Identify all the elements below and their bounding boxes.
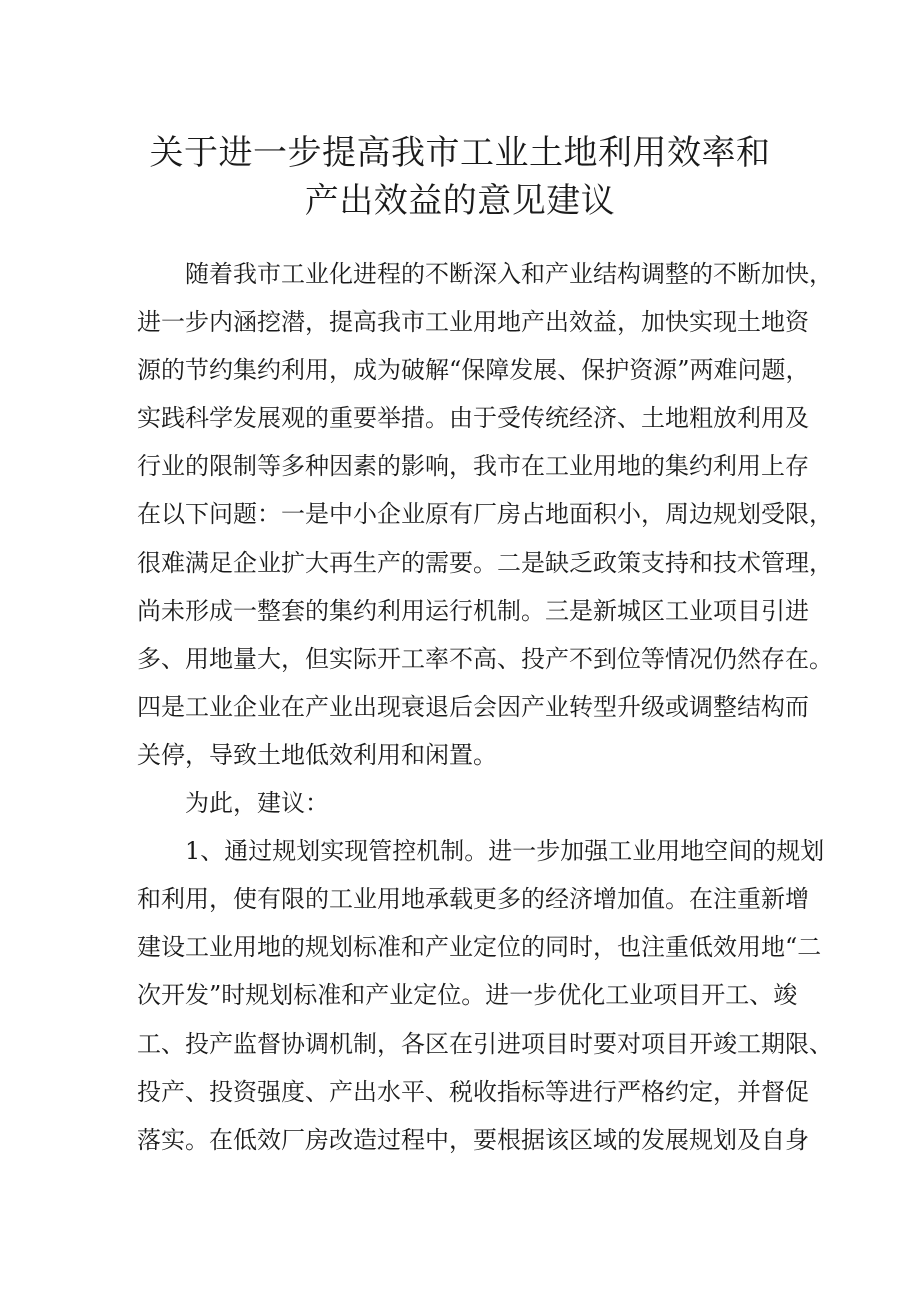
body-line: 多、用地量大，但实际开工率不高、投产不到位等情况仍然存在。 (137, 644, 833, 673)
body-line: 次开发”时规划标准和产业定位。进一步优化工业项目开工、竣 (137, 981, 798, 1010)
body-line: 实践科学发展观的重要举措。由于受传统经济、土地粗放利用及 (137, 404, 809, 433)
body-line: 尚未形成一整套的集约利用运行机制。三是新城区工业项目引进 (137, 596, 809, 625)
body-line: 随着我市工业化进程的不断深入和产业结构调整的不断加快， (185, 260, 833, 288)
body-line: 行业的限制等多种因素的影响，我市在工业用地的集约利用上存 (137, 452, 809, 481)
title-line: 产出效益的意见建议 (304, 180, 616, 221)
document-title (0, 129, 920, 225)
body-line: 和利用，使有限的工业用地承载更多的经济增加值。在注重新增 (137, 885, 809, 914)
body-line: 工、投产监督协调机制，各区在引进项目时要对项目开竣工期限、 (137, 1029, 833, 1058)
body-line: 很难满足企业扩大再生产的需要。二是缺乏政策支持和技术管理， (137, 548, 833, 577)
body-line: 进一步内涵挖潜，提高我市工业用地产出效益，加快实现土地资 (137, 308, 809, 337)
body-line: 在以下问题：一是中小企业原有厂房占地面积小，周边规划受限， (137, 500, 833, 529)
body-line: 投产、投资强度、产出水平、税收指标等进行严格约定，并督促 (137, 1077, 809, 1106)
document-body (137, 250, 833, 1164)
body-line: 落实。在低效厂房改造过程中，要根据该区域的发展规划及自身 (137, 1125, 809, 1154)
body-line: 源的节约集约利用，成为破解“保障发展、保护资源”两难问题， (137, 356, 810, 385)
body-line: 1、通过规划实现管控机制。进一步加强工业用地空间的规划 (185, 837, 825, 866)
body-line: 为此，建议： (185, 789, 329, 818)
body-line: 关停，导致土地低效利用和闲置。 (137, 740, 497, 769)
title-line: 关于进一步提高我市工业土地利用效率和 (149, 132, 771, 173)
body-line: 四是工业企业在产业出现衰退后会因产业转型升级或调整结构而 (137, 692, 809, 721)
body-line: 建设工业用地的规划标准和产业定位的同时，也注重低效用地“二 (137, 933, 822, 962)
